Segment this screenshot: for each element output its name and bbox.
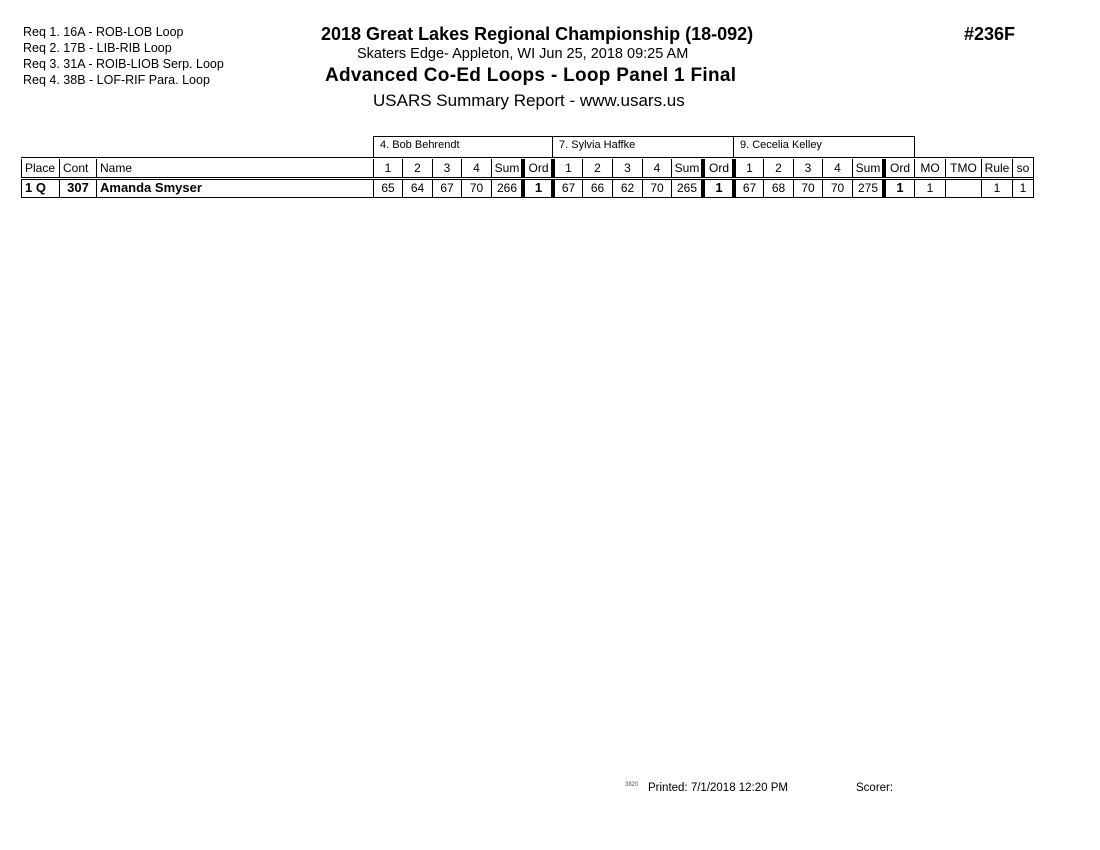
j2-col-4: 4 xyxy=(642,159,671,177)
j3-col-3: 3 xyxy=(793,159,822,177)
col-cont: Cont xyxy=(59,159,96,177)
j3-score-1: 67 xyxy=(732,179,763,197)
j2-col-sum: Sum xyxy=(671,159,702,177)
row-bottom-rule xyxy=(21,197,1034,198)
col-place: Place xyxy=(21,159,59,177)
j2-col-3: 3 xyxy=(612,159,642,177)
requirement-4: Req 4. 38B - LOF-RIF Para. Loop xyxy=(23,73,210,87)
j3-col-2: 2 xyxy=(763,159,793,177)
j1-col-4: 4 xyxy=(461,159,491,177)
col-tmo: TMO xyxy=(945,159,981,177)
j2-col-2: 2 xyxy=(582,159,612,177)
table-right-edge xyxy=(1033,157,1034,198)
requirement-3: Req 3. 31A - ROIB-LIOB Serp. Loop xyxy=(23,57,224,71)
j3-col-ord: Ord xyxy=(882,159,914,177)
j2-score-1: 67 xyxy=(551,179,582,197)
report-subtitle: USARS Summary Report - www.usars.us xyxy=(373,91,685,110)
footer-code: 3820 xyxy=(625,782,639,788)
j3-score-2: 68 xyxy=(763,179,793,197)
j3-col-1: 1 xyxy=(732,159,763,177)
j1-score-3: 67 xyxy=(432,179,461,197)
j3-score-3: 70 xyxy=(793,179,822,197)
col-so: so xyxy=(1012,159,1033,177)
j1-score-2: 64 xyxy=(402,179,432,197)
j1-score-1: 65 xyxy=(373,179,402,197)
rule-cell: 1 xyxy=(981,179,1012,197)
requirement-2: Req 2. 17B - LIB-RIB Loop xyxy=(23,41,172,55)
j1-col-sum: Sum xyxy=(491,159,522,177)
col-mo: MO xyxy=(914,159,945,177)
so-cell: 1 xyxy=(1012,179,1033,197)
judge-header-3: 9. Cecelia Kelley xyxy=(733,136,915,157)
col-name: Name xyxy=(96,159,373,177)
j3-col-sum: Sum xyxy=(852,159,883,177)
j3-ord: 1 xyxy=(882,179,914,197)
j2-score-4: 70 xyxy=(642,179,671,197)
event-number: #236F xyxy=(964,24,1016,44)
j3-sum: 275 xyxy=(852,179,883,197)
j1-col-3: 3 xyxy=(432,159,461,177)
tmo-cell xyxy=(945,179,981,197)
event-title: Advanced Co-Ed Loops - Loop Panel 1 Final xyxy=(325,65,737,86)
j1-col-1: 1 xyxy=(373,159,402,177)
j1-col-ord: Ord xyxy=(521,159,552,177)
j2-score-2: 66 xyxy=(582,179,612,197)
printed-timestamp: Printed: 7/1/2018 12:20 PM xyxy=(648,782,789,794)
requirement-1: Req 1. 16A - ROB-LOB Loop xyxy=(23,25,184,39)
judge-header-2: 7. Sylvia Haffke xyxy=(552,136,734,157)
competition-title: 2018 Great Lakes Regional Championship (18-092) xyxy=(321,24,754,44)
j2-ord: 1 xyxy=(701,179,733,197)
j2-sum: 265 xyxy=(671,179,702,197)
header-bottom-rule-1 xyxy=(21,177,1034,178)
j1-sum: 266 xyxy=(491,179,522,197)
cont-cell: 307 xyxy=(59,179,96,197)
j2-col-1: 1 xyxy=(551,159,582,177)
mo-cell: 1 xyxy=(914,179,945,197)
j1-ord: 1 xyxy=(521,179,552,197)
j3-score-4: 70 xyxy=(822,179,852,197)
col-rule: Rule xyxy=(981,159,1012,177)
j2-col-ord: Ord xyxy=(701,159,733,177)
header-top-rule xyxy=(21,157,1034,158)
venue-datetime: Skaters Edge- Appleton, WI Jun 25, 2018 09:25 AM xyxy=(357,46,689,62)
j2-score-3: 62 xyxy=(612,179,642,197)
scorer-label: Scorer: xyxy=(856,782,894,794)
j1-col-2: 2 xyxy=(402,159,432,177)
skater-name-cell: Amanda Smyser xyxy=(96,179,373,197)
judge-header-1: 4. Bob Behrendt xyxy=(373,136,553,157)
j3-col-4: 4 xyxy=(822,159,852,177)
place-cell: 1 Q xyxy=(21,179,59,197)
j1-score-4: 70 xyxy=(461,179,491,197)
